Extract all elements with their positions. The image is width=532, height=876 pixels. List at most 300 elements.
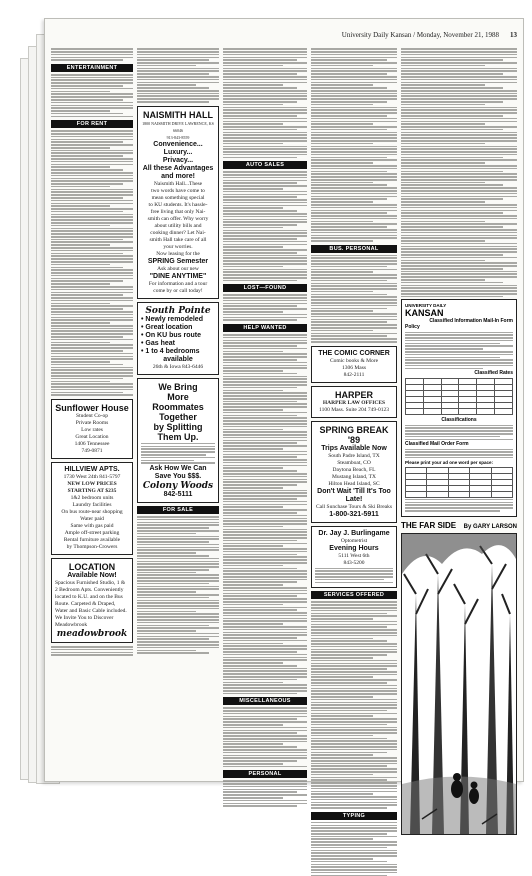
classified-text-line: [223, 645, 307, 647]
classified-text-line: [223, 390, 283, 392]
classified-text-line: [223, 143, 283, 145]
classified-text-line: [137, 597, 209, 599]
classified-text-line: [315, 570, 393, 572]
classified-text-block: [223, 48, 307, 158]
ad-line: SPRING Semester: [147, 257, 209, 265]
classified-text-line: [137, 57, 219, 59]
classified-text-line: [311, 615, 397, 617]
classified-text-line: [223, 587, 307, 589]
classified-text-line: [137, 530, 219, 532]
classified-text-line: [405, 332, 513, 334]
classified-text-line: [401, 140, 517, 142]
classified-text-line: [311, 129, 387, 131]
classified-text-line: [51, 54, 133, 56]
classified-text-line: [223, 98, 307, 100]
classified-text-line: [401, 287, 517, 289]
classified-text-line: [405, 359, 513, 361]
classified-text-line: [137, 76, 219, 78]
classified-text-line: [51, 652, 133, 654]
classified-text-line: [223, 654, 307, 656]
classified-text-line: [401, 207, 517, 209]
classified-text-line: [311, 699, 397, 701]
classified-text-line: [51, 175, 133, 177]
ad-line: 842-2111: [343, 371, 365, 378]
classified-text-line: [405, 351, 513, 353]
classified-text-line: [51, 141, 123, 143]
classified-text-line: [223, 221, 307, 223]
classified-text-line: [223, 476, 307, 478]
classified-text-line: [51, 186, 110, 188]
ad-title: LOCATION: [68, 562, 116, 573]
classified-text-line: [223, 409, 283, 411]
classified-text-line: [223, 177, 307, 179]
classified-text-line: [223, 48, 307, 50]
classified-text-line: [311, 176, 397, 178]
ad-line: Trips Available Now: [321, 444, 387, 452]
classified-text-line: [223, 269, 307, 271]
classified-text-block: [223, 707, 307, 767]
classified-text-line: [223, 693, 297, 695]
classified-text-line: [311, 204, 397, 206]
classified-text-line: [223, 319, 297, 321]
classified-text-line: [311, 643, 397, 645]
classified-text-line: [223, 370, 283, 372]
classified-text-line: [223, 724, 283, 726]
ad-line: by Thompson-Crowers: [66, 544, 118, 551]
classified-text-line: [137, 98, 219, 100]
classified-text-line: [223, 615, 307, 617]
classified-text-line: [315, 576, 393, 578]
classified-text-line: [223, 473, 307, 475]
classified-text-line: [311, 159, 397, 161]
classified-text-line: [405, 425, 513, 427]
classified-text-line: [137, 544, 219, 546]
classified-text-line: [401, 123, 485, 125]
classified-text-line: [137, 558, 219, 560]
classified-text-line: [223, 749, 307, 751]
classified-text-line: [405, 449, 513, 451]
classified-text-line: [315, 568, 393, 570]
classified-text-line: [223, 665, 297, 667]
classified-text-line: [223, 280, 297, 282]
classified-text-line: [223, 68, 307, 70]
classified-text-line: [223, 199, 307, 201]
classified-text-line: [311, 855, 397, 857]
classified-text-line: [311, 296, 397, 298]
classified-text-line: [51, 330, 133, 332]
classified-text-line: [401, 260, 485, 262]
classified-text-block: [315, 568, 393, 584]
classified-text-line: [401, 201, 485, 203]
ad-line: Ask How We Can: [149, 465, 207, 473]
ad-line: • On KU bus route: [141, 331, 202, 339]
classified-text-line: [223, 54, 307, 56]
classified-text-line: [51, 300, 133, 302]
classified-text-line: [223, 93, 307, 95]
ad-line: Luxury...: [163, 148, 193, 156]
classified-text-line: [311, 796, 397, 798]
classified-text-line: [51, 230, 133, 232]
classified-text-line: [51, 264, 110, 266]
classified-text-line: [223, 730, 307, 732]
classified-text-line: [51, 239, 123, 241]
classified-text-line: [223, 679, 297, 681]
classified-text-line: [223, 562, 307, 564]
classified-text-line: [405, 348, 483, 350]
classified-text-line: [223, 512, 297, 514]
ad-line: South Padre Island, TX: [328, 452, 380, 459]
classified-text-line: [311, 635, 397, 637]
classified-text-line: [51, 317, 133, 319]
classified-text-line: [223, 337, 307, 339]
classified-text-line: [405, 502, 513, 504]
classified-text-line: [223, 57, 307, 59]
classified-text-line: [311, 791, 397, 793]
classified-text-line: [51, 155, 123, 157]
classified-text-line: [137, 616, 219, 618]
classified-text-line: [223, 174, 307, 176]
ad-harper-law: [311, 386, 397, 418]
ad-line: two words have come to: [151, 187, 205, 194]
far-side-cartoon: [401, 533, 517, 835]
classified-text-line: [311, 68, 397, 70]
classified-text-line: [401, 146, 517, 148]
classified-text-line: [311, 682, 387, 684]
classified-text-line: [223, 359, 297, 361]
ad-line: come by or call today!: [153, 287, 203, 294]
classified-text-line: [223, 629, 307, 631]
ad-address: 1800 NAISMITH DRIVE LAWRENCE, KS 66046: [142, 120, 214, 133]
classified-text-line: [401, 204, 517, 206]
classified-text-line: [405, 510, 500, 512]
form-subtitle: Classified Information Mail-In Form: [429, 318, 513, 325]
classified-text-line: [311, 864, 397, 866]
ad-line: Them Up.: [157, 431, 199, 442]
classified-text-line: [223, 62, 307, 64]
classified-text-line: [311, 696, 373, 698]
classified-text-line: [401, 265, 517, 267]
classified-text-line: [223, 570, 307, 572]
classified-text-line: [51, 214, 133, 216]
classified-text-line: [401, 293, 517, 295]
classified-text-line: [311, 305, 397, 307]
classified-text-line: [311, 146, 397, 148]
classified-text-line: [401, 90, 517, 92]
classified-text-line: [311, 121, 397, 123]
classified-text-line: [223, 662, 283, 664]
classified-text-line: [223, 202, 307, 204]
classified-text-line: [137, 608, 219, 610]
classified-text-line: [311, 87, 387, 89]
classified-text-line: [137, 641, 219, 643]
classified-text-line: [51, 649, 133, 651]
classified-text-line: [137, 87, 209, 89]
classified-text-line: [311, 229, 397, 231]
classified-text-line: [223, 300, 307, 302]
classified-text-line: [51, 172, 133, 174]
classified-text-line: [51, 311, 133, 313]
classified-text-line: [311, 646, 397, 648]
classified-text-line: [311, 285, 397, 287]
classified-text-line: [223, 429, 283, 431]
classified-text-line: [223, 682, 283, 684]
classified-text-line: [137, 90, 219, 92]
classified-text-line: [223, 263, 307, 265]
classified-text-line: [137, 59, 209, 61]
classified-text-line: [401, 157, 503, 159]
classified-text-line: [223, 244, 307, 246]
classified-text-block: [311, 601, 397, 808]
classified-text-line: [311, 674, 397, 676]
classified-text-line: [401, 112, 517, 114]
classified-text-line: [405, 433, 513, 435]
ad-line: smith can offer. Why worry: [147, 215, 209, 222]
classified-text-line: [223, 70, 307, 72]
classified-text-block: [405, 425, 513, 441]
classified-text-line: [51, 283, 110, 285]
classified-text-line: [223, 590, 307, 592]
classified-text-line: [311, 740, 397, 742]
classified-text-line: [51, 51, 133, 53]
ad-body: Spacious Furnished Studio, 1 & 2 Bedroom Apts. Conveniently located to K.U. and on the Bus Route. Carpeted & Draped, Water and Basic Cable included. We Invite You to Discover Meadowbrook: [55, 580, 127, 629]
classified-text-line: [51, 361, 110, 363]
section-head-lost-found: LOST—FOUND: [223, 284, 307, 292]
classified-text-line: [137, 627, 219, 629]
ad-title: HILLVIEW APTS.: [64, 466, 120, 474]
newspaper-page: [44, 18, 524, 819]
ad-spring-break: [311, 421, 397, 523]
section-head-miscellaneous: MISCELLANEOUS: [223, 697, 307, 705]
ad-line: 843-5200: [343, 559, 365, 566]
forest-illustration: [402, 534, 516, 834]
classified-text-line: [311, 785, 397, 787]
classified-text-line: [401, 243, 517, 245]
classified-text-line: [223, 676, 307, 678]
classified-text-line: [311, 749, 397, 751]
classified-text-line: [223, 465, 307, 467]
classified-text-line: [311, 95, 397, 97]
classified-text-line: [141, 457, 215, 459]
classified-text-line: [223, 246, 283, 248]
classified-text-line: [401, 235, 517, 237]
classified-text-line: [311, 710, 387, 712]
classified-text-line: [401, 196, 517, 198]
classified-text-line: [401, 273, 517, 275]
classified-text-block: [405, 499, 513, 512]
classified-text-line: [51, 59, 123, 61]
classified-text-line: [137, 95, 219, 97]
classified-text-line: [51, 166, 110, 168]
classified-text-line: [223, 191, 307, 193]
classified-text-line: [405, 354, 513, 356]
classified-text-block: [401, 48, 517, 297]
classified-text-line: [137, 73, 209, 75]
classified-text-line: [311, 109, 397, 111]
classified-text-line: [51, 261, 133, 263]
classified-text-block: [137, 516, 219, 654]
classified-text-line: [137, 644, 219, 646]
classified-text-line: [51, 275, 133, 277]
classified-text-line: [223, 618, 307, 620]
classified-text-line: [223, 752, 307, 754]
classified-text-line: [223, 59, 297, 61]
classified-text-line: [137, 638, 209, 640]
classified-text-line: [405, 362, 513, 364]
classified-text-line: [401, 268, 503, 270]
classified-text-line: [223, 317, 307, 319]
ad-line: Daytona Beach, FL: [332, 466, 376, 473]
classified-text-line: [223, 609, 297, 611]
classified-text-line: [401, 218, 517, 220]
classified-text-line: [51, 116, 133, 118]
classified-text-line: [51, 350, 123, 352]
classified-text-line: [311, 232, 397, 234]
ad-line: Laundry facilities: [72, 502, 112, 509]
classified-text-line: [311, 335, 387, 337]
classified-text-line: [223, 448, 283, 450]
classified-text-block: [311, 255, 397, 343]
classified-text-line: [311, 660, 397, 662]
classified-text-line: [311, 255, 397, 257]
classified-text-line: [223, 595, 297, 597]
classified-text-line: [401, 254, 503, 256]
classified-text-line: [223, 581, 297, 583]
classified-text-line: [311, 613, 387, 615]
classified-text-line: [223, 314, 307, 316]
classified-text-line: [223, 490, 307, 492]
classified-text-line: [223, 651, 297, 653]
classified-text-line: [223, 601, 307, 603]
classified-text-line: [311, 676, 373, 678]
classified-text-line: [223, 82, 307, 84]
classified-text-line: [223, 252, 297, 254]
classified-text-line: [137, 636, 219, 638]
classified-text-line: [223, 760, 297, 762]
ad-line: by Splitting: [153, 421, 203, 432]
classified-text-line: [311, 269, 397, 271]
classified-text-line: [401, 171, 503, 173]
classified-text-line: [311, 833, 387, 835]
ad-line: All these Advantages and more!: [142, 164, 214, 180]
cartoon-title: THE FAR SIDE: [401, 520, 457, 530]
classified-text-line: [311, 640, 387, 642]
classified-text-block: [51, 646, 133, 656]
classified-text-line: [51, 189, 133, 191]
section-head-personal: PERSONAL: [223, 770, 307, 778]
classified-text-line: [311, 101, 387, 103]
classified-text-line: [405, 365, 513, 367]
classified-text-line: [223, 266, 283, 268]
classified-text-line: [223, 456, 297, 458]
classified-text-line: [311, 112, 397, 114]
classified-text-line: [51, 152, 133, 154]
classified-text-line: [223, 348, 307, 350]
classified-text-line: [223, 232, 307, 234]
classified-text-line: [223, 515, 307, 517]
ad-line: Privacy...: [162, 156, 194, 164]
classified-text-line: [311, 718, 397, 720]
classified-text-line: [137, 630, 196, 632]
classified-text-line: [311, 671, 397, 673]
classified-text-line: [223, 398, 307, 400]
classified-text-line: [311, 93, 397, 95]
classified-text-line: [311, 688, 397, 690]
column-1: [51, 47, 133, 773]
classified-text-line: [223, 648, 307, 650]
classified-text-line: [223, 721, 307, 723]
classified-text-line: [51, 336, 123, 338]
classified-text-line: [311, 788, 397, 790]
classified-text-line: [223, 384, 307, 386]
classified-text-line: [51, 325, 133, 327]
classified-text-line: [311, 844, 397, 846]
ad-line: Steamboat, CO: [337, 459, 371, 466]
classified-text-line: [311, 137, 397, 139]
classified-text-line: [51, 646, 133, 648]
classified-text-line: [223, 783, 307, 785]
classified-text-line: [311, 825, 397, 827]
classified-text-line: [137, 625, 209, 627]
classified-text-line: [137, 605, 219, 607]
classified-text-line: [401, 215, 517, 217]
classified-text-line: [401, 154, 517, 156]
classified-text-line: [51, 303, 110, 305]
classified-text-line: [223, 479, 307, 481]
ad-title: NAISMITH HALL: [143, 109, 213, 120]
classified-text-line: [311, 338, 397, 340]
classified-text-line: [51, 286, 133, 288]
ad-line: Student Co-op: [76, 413, 108, 420]
classified-text-line: [137, 569, 209, 571]
classified-text-line: [311, 299, 397, 301]
classified-text-line: [223, 529, 307, 531]
classified-text-line: [311, 779, 387, 781]
classified-text-line: [51, 208, 133, 210]
classified-text-line: [223, 565, 283, 567]
ad-meadowbrook-location: [51, 558, 133, 643]
classified-text-line: [137, 48, 219, 50]
classified-text-line: [51, 144, 133, 146]
classified-text-line: [311, 223, 397, 225]
classified-text-line: [223, 462, 307, 464]
ad-line: Optometrist: [340, 537, 368, 544]
classified-text-line: [311, 210, 397, 212]
classified-text-line: [51, 272, 133, 274]
form-masthead-kansan: KANSAN: [405, 308, 444, 319]
classified-text-line: [311, 319, 397, 321]
classified-text-line: [311, 735, 373, 737]
classified-text-line: [223, 556, 307, 558]
classified-text-line: [223, 235, 307, 237]
word-entry-grid[interactable]: [405, 467, 513, 498]
classified-text-line: [223, 643, 283, 645]
classified-text-line: [51, 158, 133, 160]
classified-text-line: [223, 216, 307, 218]
classified-text-line: [51, 102, 133, 104]
classified-text-line: [311, 822, 397, 824]
classified-text-line: [51, 394, 133, 396]
classified-text-line: [223, 180, 307, 182]
classified-text-line: [405, 507, 513, 509]
classified-text-line: [51, 267, 123, 269]
column-5: [401, 47, 517, 773]
classified-text-line: [401, 151, 517, 153]
classified-text-line: [311, 715, 373, 717]
classified-text-line: [137, 536, 219, 538]
classified-text-line: [51, 392, 123, 394]
classified-text-line: [311, 610, 397, 612]
classified-text-line: [311, 668, 387, 670]
